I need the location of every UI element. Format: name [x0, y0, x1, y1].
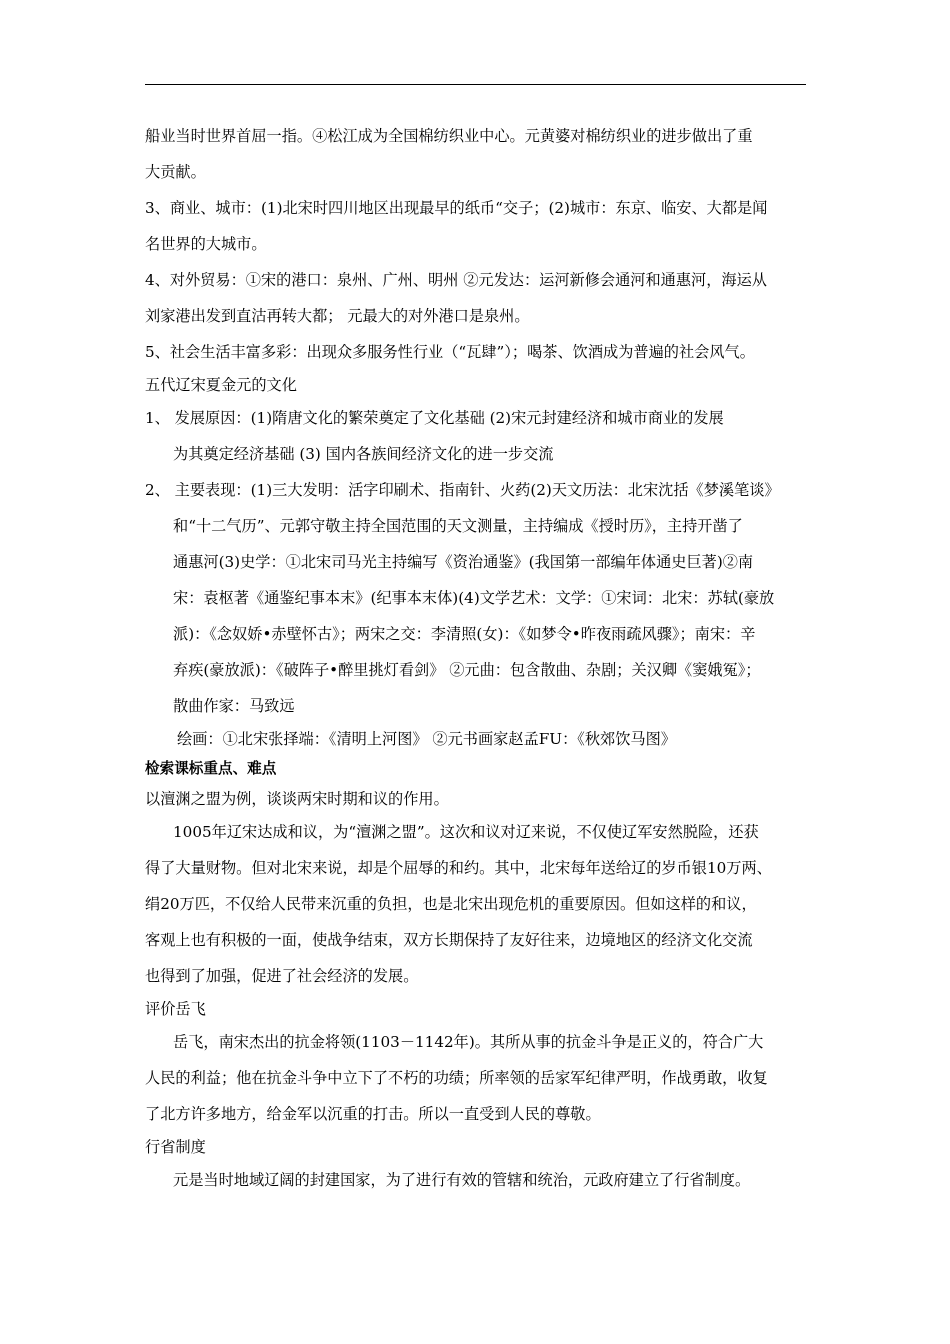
text-line: 名世界的大城市。 [145, 235, 267, 253]
text-line: 派)：《念奴娇•赤壁怀古》；两宋之交：李清照(女)：《如梦令•昨夜雨疏风骤》；南宋：辛 [173, 625, 756, 643]
list-item-main-achievements: 2、 主要表现：(1)三大发明：活字印刷术、指南针、火药(2)天文历法：北宋沈括《梦溪笔谈》 [145, 481, 780, 499]
text-line: 宋：袁枢著《通鉴纪事本末》(纪事本末体)(4)文学艺术：文学：①宋词：北宋：苏轼(豪放 [173, 589, 775, 607]
paragraph-line: 人民的利益；他在抗金斗争中立下了不朽的功绩；所率领的岳家军纪律严明，作战勇敢，收复 [145, 1069, 768, 1087]
text-line: 船业当时世界首屈一指。④松江成为全国棉纺织业中心。元黄婆对棉纺织业的进步做出了重 [145, 127, 753, 145]
text-line: 弃疾(豪放派)：《破阵子•醉里挑灯看剑》 ②元曲：包含散曲、杂剧；关汉卿《窦娥冤》； [173, 661, 761, 679]
paragraph-line: 客观上也有积极的一面，使战争结束，双方长期保持了友好往来，边境地区的经济文化交流 [145, 931, 753, 949]
list-item-commerce: 3、商业、城市：(1)北宋时四川地区出现最早的纸币“交子；(2)城市：东京、临安、大都是闻 [145, 199, 768, 217]
question-heading-yuefei: 评价岳飞 [145, 1000, 206, 1018]
document-body [145, 118, 808, 1198]
list-item-social-life: 5、社会生活丰富多彩：出现众多服务性行业（“瓦肆”）；喝茶、饮酒成为普遍的社会风气。 [145, 343, 755, 361]
section-heading-culture: 五代辽宋夏金元的文化 [145, 376, 297, 394]
list-item-development-causes: 1、 发展原因：(1)隋唐文化的繁荣奠定了文化基础 (2)宋元封建经济和城市商业的发展 [145, 409, 724, 427]
list-item-foreign-trade: 4、对外贸易：①宋的港口：泉州、广州、明州 ②元发达：运河新修会通河和通惠河，海运从 [145, 271, 767, 289]
text-line: 通惠河(3)史学：①北宋司马光主持编写《资治通鉴》(我国第一部编年体通史巨著)②南 [173, 553, 754, 571]
text-line: 散曲作家：马致远 [173, 697, 295, 715]
header-rule [145, 84, 806, 85]
text-line-painting: 绘画：①北宋张择端：《清明上河图》 ②元书画家赵孟FU：《秋郊饮马图》 [177, 730, 676, 748]
text-line: 和“十二气历”、元郭守敬主持全国范围的天文测量，主持编成《授时历》，主持开凿了 [173, 517, 743, 535]
section-heading-key-points: 检索课标重点、难点 [145, 760, 277, 777]
question-heading-chanyuan: 以澶渊之盟为例，谈谈两宋时期和议的作用。 [145, 790, 449, 808]
question-heading-province-system: 行省制度 [145, 1138, 206, 1156]
text-line: 为其奠定经济基础 (3) 国内各族间经济文化的进一步交流 [173, 445, 554, 463]
paragraph-line: 得了大量财物。但对北宋来说，却是个屈辱的和约。其中，北宋每年送给辽的岁币银10万两、 [145, 859, 772, 877]
text-line: 刘家港出发到直沽再转大都； 元最大的对外港口是泉州。 [145, 307, 530, 325]
paragraph-line: 岳飞，南宋杰出的抗金将领(1103－1142年)。其所从事的抗金斗争是正义的，符合广大 [173, 1033, 764, 1051]
paragraph-line: 了北方许多地方，给金军以沉重的打击。所以一直受到人民的尊敬。 [145, 1105, 601, 1123]
paragraph-line: 绢20万匹，不仅给人民带来沉重的负担，也是北宋出现危机的重要原因。但如这样的和议， [145, 895, 757, 913]
text-line: 大贡献。 [145, 163, 206, 181]
paragraph-line: 也得到了加强，促进了社会经济的发展。 [145, 967, 419, 985]
paragraph-line: 元是当时地域辽阔的封建国家，为了进行有效的管辖和统治，元政府建立了行省制度。 [173, 1171, 751, 1189]
paragraph-line: 1005年辽宋达成和议，为“澶渊之盟”。这次和议对辽来说，不仅使辽军安然脱险，还获 [173, 823, 759, 841]
